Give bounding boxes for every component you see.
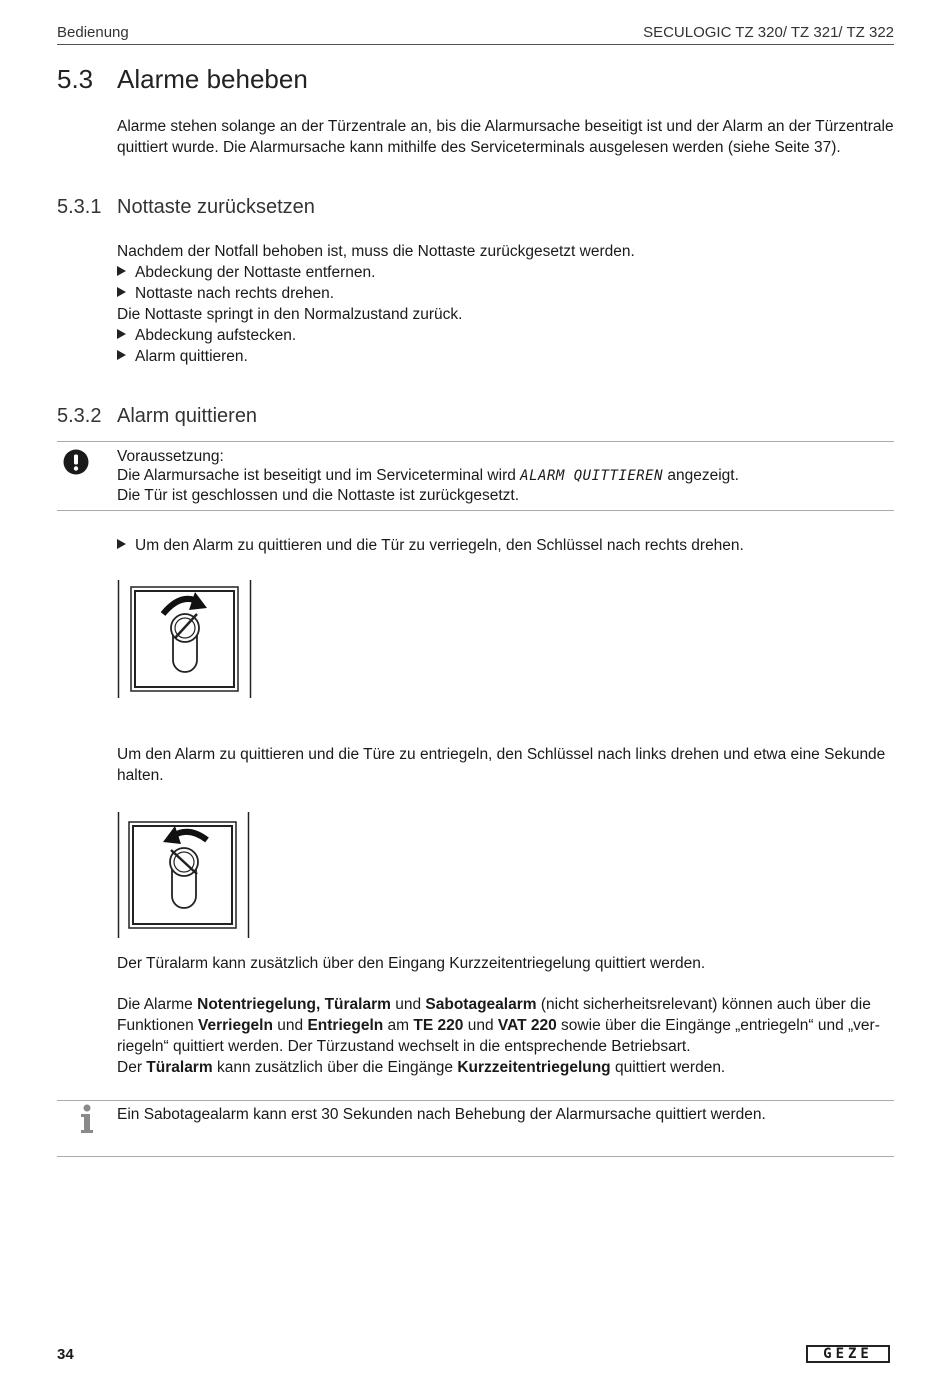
lcd-display-text: ALARM QUITTIEREN: [520, 468, 664, 484]
nottaste-result: Die Nottaste springt in den Normalzustand zurück.: [117, 306, 463, 323]
header-divider: [57, 44, 894, 45]
bullet-arrow-icon: [117, 350, 126, 360]
prerequisite-line-2: Die Tür ist geschlossen und die Nottaste ist zurückgesetzt.: [117, 487, 520, 504]
alarm-functions-line-4: Der Türalarm kann zusätzlich über die Eingänge Kurzzeitentriegelung quittiert werden.: [117, 1059, 726, 1076]
intro-text-line-2: quittiert wurde. Die Alarmursache kann mithilfe des Serviceterminals ausgelesen werden (siehe Seite 37).: [117, 139, 841, 156]
list-item: Alarm quittieren.: [117, 346, 248, 367]
subsection-title: Alarm quittieren: [117, 405, 258, 427]
alarm-functions-line-2: Funktionen Verriegeln und Entriegeln am TE 220 und VAT 220 sowie über die Eingänge „entriegeln“ und „ver-: [117, 1017, 880, 1034]
alarm-functions-line-1: Die Alarme Notentriegelung, Türalarm und Sabotagealarm (nicht sicherheitsrelevant) können auch über die: [117, 996, 871, 1013]
prerequisite-bottom-rule: [57, 510, 894, 511]
prerequisite-label: Voraussetzung:: [117, 448, 224, 465]
subsection-number: 5.3.2: [57, 405, 102, 427]
info-icon: [79, 1104, 95, 1134]
exclamation-icon: [63, 449, 89, 475]
key-switch-turn-left-figure: [117, 812, 253, 938]
key-switch-turn-right-figure: [117, 580, 253, 698]
info-bottom-rule: [57, 1156, 894, 1157]
subsection-title: Nottaste zurücksetzen: [117, 196, 315, 218]
unlock-instruction-line-1: Um den Alarm zu quittieren und die Türe zu entriegeln, den Schlüssel nach links drehen und etwa eine Sekunde: [117, 746, 886, 763]
list-item: Abdeckung aufstecken.: [117, 325, 296, 346]
section-title: Alarme beheben: [117, 64, 308, 94]
prerequisite-line-1: Die Alarmursache ist beseitigt und im Serviceterminal wird ALARM QUITTIEREN angezeigt.: [117, 467, 739, 484]
nottaste-lead: Nachdem der Notfall behoben ist, muss die Nottaste zurückgesetzt werden.: [117, 243, 635, 260]
brand-logo: GEZE: [806, 1345, 890, 1363]
alarm-functions-line-3: riegeln“ quittiert werden. Der Türzustand wechselt in die entsprechende Betriebsart.: [117, 1038, 691, 1055]
intro-text-line-1: Alarme stehen solange an der Türzentrale an, bis die Alarmursache beseitigt ist und der Alarm an der Türzentrale: [117, 118, 894, 135]
bullet-arrow-icon: [117, 287, 126, 297]
unlock-instruction-line-2: halten.: [117, 767, 164, 784]
door-alarm-note: Der Türalarm kann zusätzlich über den Eingang Kurzzeitentriegelung quittiert werden.: [117, 955, 706, 972]
running-header-product: SECULOGIC TZ 320/ TZ 321/ TZ 322: [643, 24, 894, 41]
page-number: 34: [57, 1346, 74, 1363]
list-item: Abdeckung der Nottaste entfernen.: [117, 262, 375, 283]
bullet-arrow-icon: [117, 539, 126, 549]
info-text: Ein Sabotagealarm kann erst 30 Sekunden nach Behebung der Alarmursache quittiert werden.: [117, 1106, 766, 1123]
running-header-section: Bedienung: [57, 24, 129, 41]
section-number: 5.3: [57, 64, 94, 94]
bullet-arrow-icon: [117, 329, 126, 339]
prerequisite-top-rule: [57, 441, 894, 442]
info-top-rule: [57, 1100, 894, 1101]
list-item: Um den Alarm zu quittieren und die Tür zu verriegeln, den Schlüssel nach rechts drehen.: [117, 535, 744, 556]
list-item: Nottaste nach rechts drehen.: [117, 283, 334, 304]
subsection-number: 5.3.1: [57, 196, 102, 218]
bullet-arrow-icon: [117, 266, 126, 276]
